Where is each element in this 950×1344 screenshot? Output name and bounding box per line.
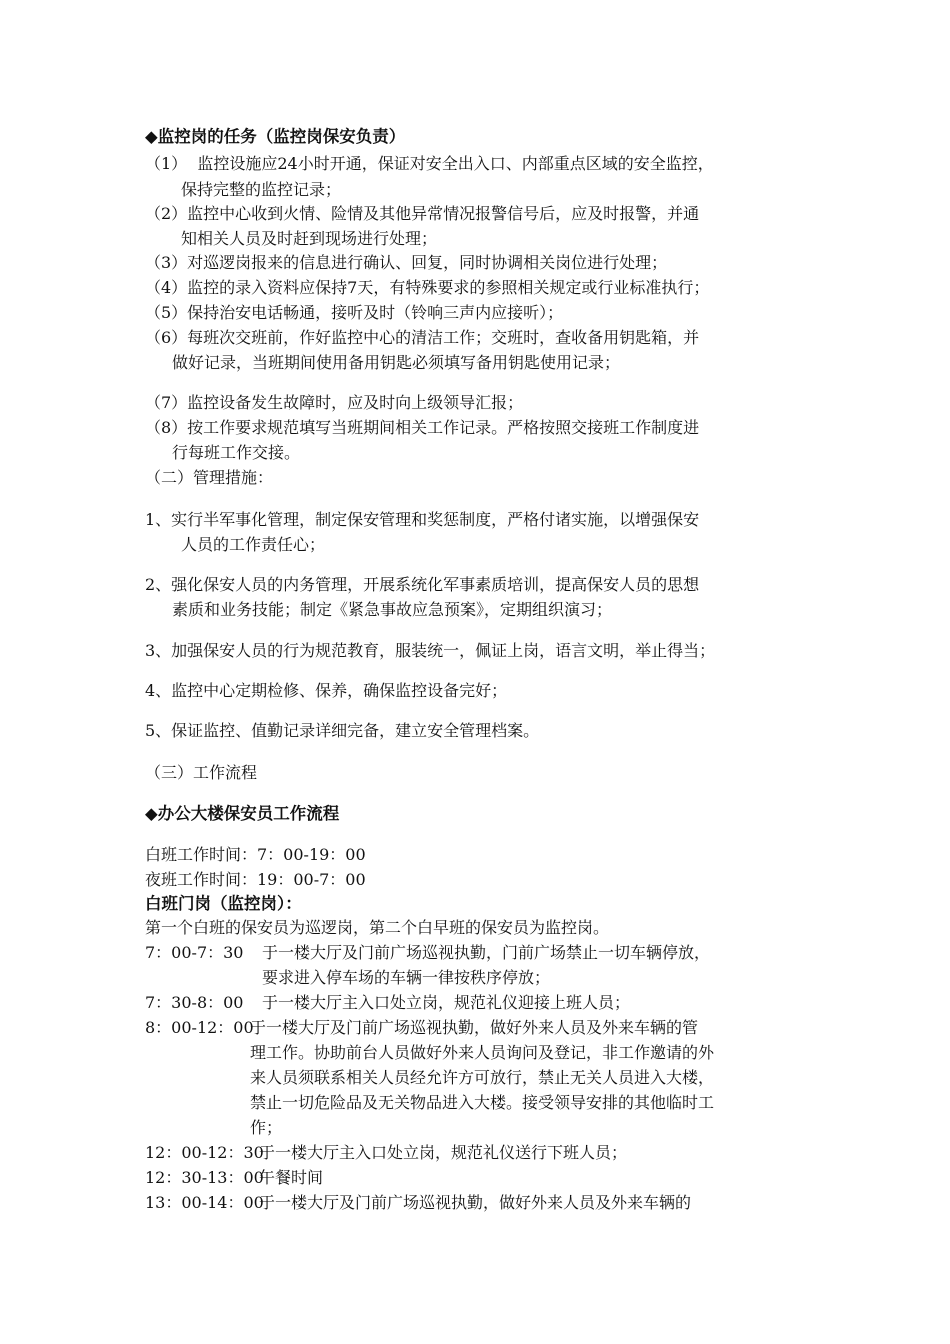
list-item: 1、实行半军事化管理，制定保安管理和奖惩制度，严格付诸实施，以增强保安 [145, 510, 700, 529]
schedule-text: 禁止一切危险品及无关物品进入大楼。接受领导安排的其他临时工 [250, 1093, 715, 1112]
schedule-time: 8：00-12：00 [145, 1018, 254, 1037]
schedule-text: 于一楼大厅及门前广场巡视执勤，做好外来人员及外来车辆的管 [250, 1018, 699, 1037]
list-item-continuation: 人员的工作责任心； [181, 535, 326, 554]
list-item: 2、强化保安人员的内务管理，开展系统化军事素质培训，提高保安人员的思想 [145, 575, 700, 594]
section-heading-measures: （二）管理措施： [145, 468, 274, 487]
list-item: （3）对巡逻岗报来的信息进行确认、回复，同时协调相关岗位进行处理； [145, 253, 668, 272]
schedule-text: 午餐时间 [259, 1168, 324, 1187]
schedule-text: 要求进入停车场的车辆一律按秩序停放； [262, 968, 551, 987]
schedule-time: 13：00-14：00 [145, 1193, 264, 1212]
schedule-text: 理工作。协助前台人员做好外来人员询问及登记，非工作邀请的外 [250, 1043, 715, 1062]
list-item: （6）每班次交班前，作好监控中心的清洁工作；交班时，查收备用钥匙箱，并 [145, 328, 700, 347]
schedule-text: 来人员须联系相关人员经允许方可放行，禁止无关人员进入大楼， [250, 1068, 715, 1087]
list-item-continuation: 做好记录，当班期间使用备用钥匙必须填写备用钥匙使用记录； [172, 353, 621, 372]
list-item: 3、加强保安人员的行为规范教育，服装统一，佩证上岗，语言文明，举止得当； [145, 641, 716, 660]
list-item: （5）保持治安电话畅通，接听及时（铃响三声内应接听）； [145, 303, 564, 322]
list-item-continuation: 保持完整的监控记录； [181, 180, 342, 199]
list-item: 5、保证监控、值勤记录详细完备，建立安全管理档案。 [145, 721, 540, 740]
day-shift-hours: 白班工作时间：7：00-19：00 [145, 845, 366, 864]
list-item: （2）监控中心收到火情、险情及其他异常情况报警信号后，应及时报警，并通 [145, 204, 700, 223]
list-item: （1） 监控设施应24小时开通，保证对安全出入口、内部重点区域的安全监控， [145, 154, 714, 173]
schedule-text: 于一楼大厅及门前广场巡视执勤，做好外来人员及外来车辆的 [259, 1193, 692, 1212]
list-item: （4）监控的录入资料应保持7天，有特殊要求的参照相关规定或行业标准执行； [145, 278, 710, 297]
schedule-time: 7：00-7：30 [145, 943, 249, 962]
schedule-time: 7：30-8：00 [145, 993, 249, 1012]
list-item: （8）按工作要求规范填写当班期间相关工作记录。严格按照交接班工作制度进 [145, 418, 700, 437]
schedule-time: 12：30-13：00 [145, 1168, 264, 1187]
schedule-text: 作； [250, 1118, 283, 1137]
list-item-continuation: 知相关人员及时赶到现场进行处理； [181, 229, 438, 248]
subsection-heading: ◆办公大楼保安员工作流程 [145, 804, 340, 823]
section-heading-workflow: （三）工作流程 [145, 763, 258, 782]
schedule-time: 12：00-12：30 [145, 1143, 264, 1162]
list-item-continuation: 行每班工作交接。 [172, 443, 301, 462]
post-title: 白班门岗（监控岗）： [145, 894, 302, 913]
list-item-continuation: 素质和业务技能；制定《紧急事故应急预案》，定期组织演习； [172, 600, 613, 619]
list-item: （7）监控设备发生故障时，应及时向上级领导汇报； [145, 393, 524, 412]
night-shift-hours: 夜班工作时间：19：00-7：00 [145, 870, 366, 889]
schedule-text: 于一楼大厅及门前广场巡视执勤，门前广场禁止一切车辆停放， [262, 943, 711, 962]
schedule-text: 于一楼大厅主入口处立岗，规范礼仪迎接上班人员； [262, 993, 631, 1012]
list-item: 4、监控中心定期检修、保养，确保监控设备完好； [145, 681, 508, 700]
post-intro: 第一个白班的保安员为巡逻岗，第二个白早班的保安员为监控岗。 [145, 918, 610, 937]
section-heading-monitoring: ◆监控岗的任务（监控岗保安负责） [145, 127, 406, 146]
schedule-text: 于一楼大厅主入口处立岗，规范礼仪送行下班人员； [259, 1143, 628, 1162]
